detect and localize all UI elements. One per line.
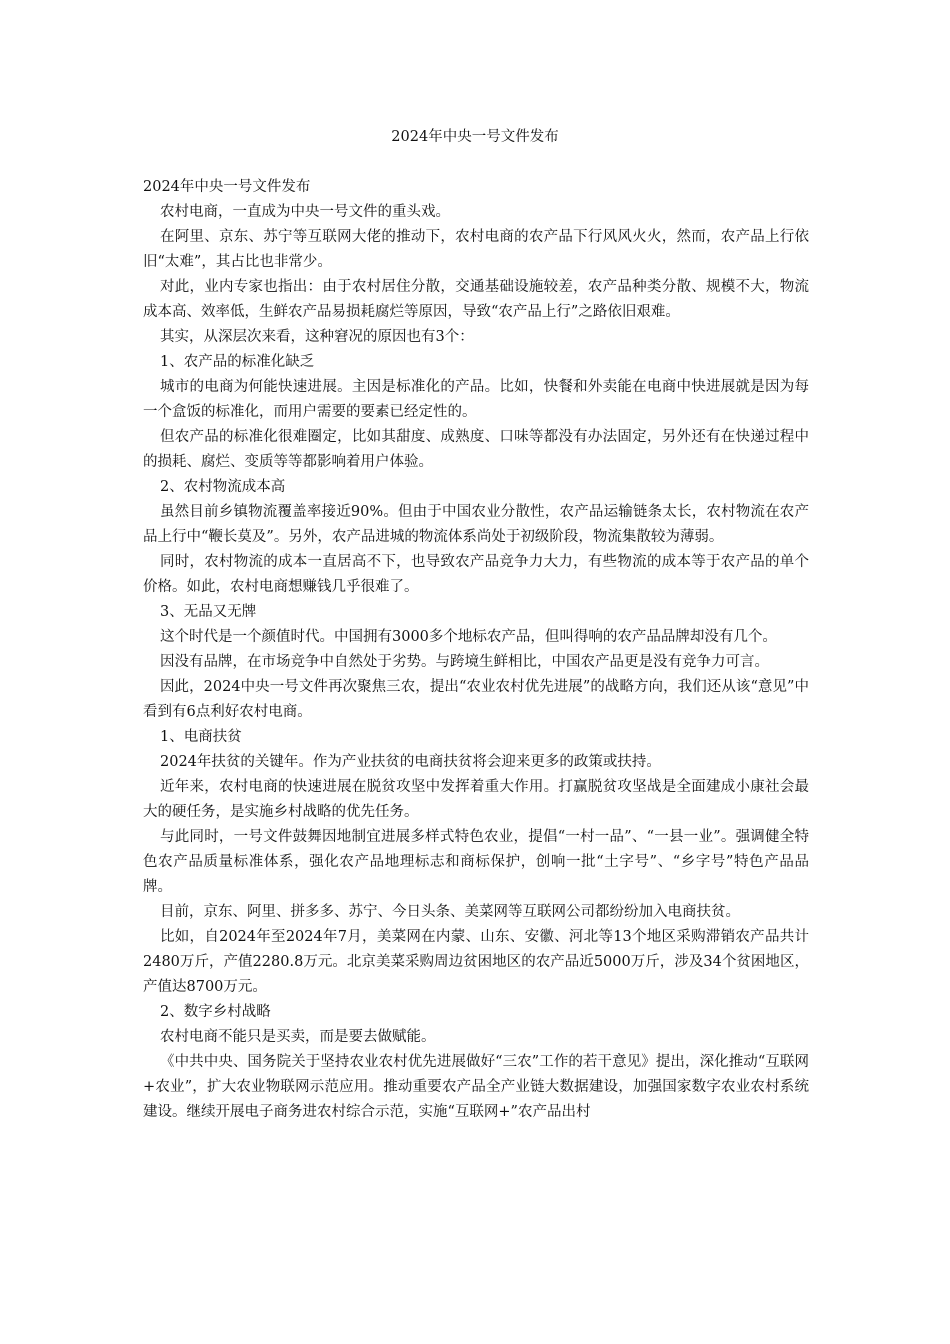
paragraph: 城市的电商为何能快速进展。主因是标准化的产品。比如，快餐和外卖能在电商中快进展就是因为每一个盒饭的标准化，而用户需要的要素已经定性的。	[143, 379, 809, 420]
section-heading: 1、电商扶贫	[160, 729, 242, 745]
paragraph: 但农产品的标准化很难圈定，比如其甜度、成熟度、口味等都没有办法固定，另外还有在快递过程中的损耗、腐烂、变质等等都影响着用户体验。	[143, 429, 809, 470]
paragraph: 2024年中央一号文件发布	[143, 179, 311, 195]
paragraph: 与此同时，一号文件鼓舞因地制宜进展多样式特色农业，提倡“一村一品”、“一县一业”。强调健全特色农产品质量标准体系，强化农产品地理标志和商标保护，创响一批“土字号”、“乡字号”特色产品品牌。	[143, 829, 809, 895]
paragraph: 农村电商，一直成为中央一号文件的重头戏。	[160, 204, 450, 220]
paragraph: 目前，京东、阿里、拼多多、苏宁、今日头条、美菜网等互联网公司都纷纷加入电商扶贫。	[160, 904, 740, 920]
paragraph: 对此，业内专家也指出：由于农村居住分散，交通基础设施较差，农产品种类分散、规模不大，物流成本高、效率低，生鲜农产品易损耗腐烂等原因，导致“农产品上行”之路依旧艰难。	[143, 279, 809, 320]
paragraph: 2024年扶贫的关键年。作为产业扶贫的电商扶贫将会迎来更多的政策或扶持。	[160, 754, 661, 770]
section-heading: 2、数字乡村战略	[160, 1004, 271, 1020]
paragraph: 虽然目前乡镇物流覆盖率接近90%。但由于中国农业分散性，农产品运输链条太长，农村物流在农产品上行中“鞭长莫及”。另外，农产品进城的物流体系尚处于初级阶段，物流集散较为薄弱。	[143, 504, 809, 545]
paragraph: 因此，2024中央一号文件再次聚焦三农，提出“农业农村优先进展”的战略方向，我们还从该“意见”中看到有6点利好农村电商。	[143, 679, 809, 720]
paragraph: 这个时代是一个颜值时代。中国拥有3000多个地标农产品，但叫得响的农产品品牌却没有几个。	[160, 629, 777, 645]
section-heading: 2、农村物流成本高	[160, 479, 286, 495]
section-heading: 1、农产品的标准化缺乏	[160, 354, 315, 370]
paragraph: 农村电商不能只是买卖，而是要去做赋能。	[160, 1029, 436, 1045]
paragraph: 比如，自2024年至2024年7月，美菜网在内蒙、山东、安徽、河北等13个地区采购滞销农产品共计2480万斤，产值2280.8万元。北京美菜采购周边贫困地区的农产品近5000万斤，涉及34个贫困地区，产值达8700万元。	[143, 929, 809, 995]
paragraph: 因没有品牌，在市场竞争中自然处于劣势。与跨境生鲜相比，中国农产品更是没有竞争力可言。	[160, 654, 769, 670]
document-body	[143, 175, 809, 1125]
paragraph: 其实，从深层次来看，这种窘况的原因也有3个：	[160, 329, 474, 345]
paragraph: 近年来，农村电商的快速进展在脱贫攻坚中发挥着重大作用。打赢脱贫攻坚战是全面建成小康社会最大的硬任务，是实施乡村战略的优先任务。	[143, 779, 809, 820]
paragraph: 同时，农村物流的成本一直居高不下，也导致农产品竞争力大力，有些物流的成本等于农产品的单个价格。如此，农村电商想赚钱几乎很难了。	[143, 554, 809, 595]
paragraph: 《中共中央、国务院关于坚持农业农村优先进展做好“三农”工作的若干意见》提出，深化推动“互联网+农业”，扩大农业物联网示范应用。推动重要农产品全产业链大数据建设，加强国家数字农业农村系统建设。继续开展电子商务进农村综合示范，实施“互联网+”农产品出村	[143, 1054, 809, 1120]
document-title: 2024年中央一号文件发布	[391, 129, 559, 145]
section-heading: 3、无品又无牌	[160, 604, 257, 620]
paragraph: 在阿里、京东、苏宁等互联网大佬的推动下，农村电商的农产品下行风风火火，然而，农产品上行依旧“太难”，其占比也非常少。	[143, 229, 809, 270]
